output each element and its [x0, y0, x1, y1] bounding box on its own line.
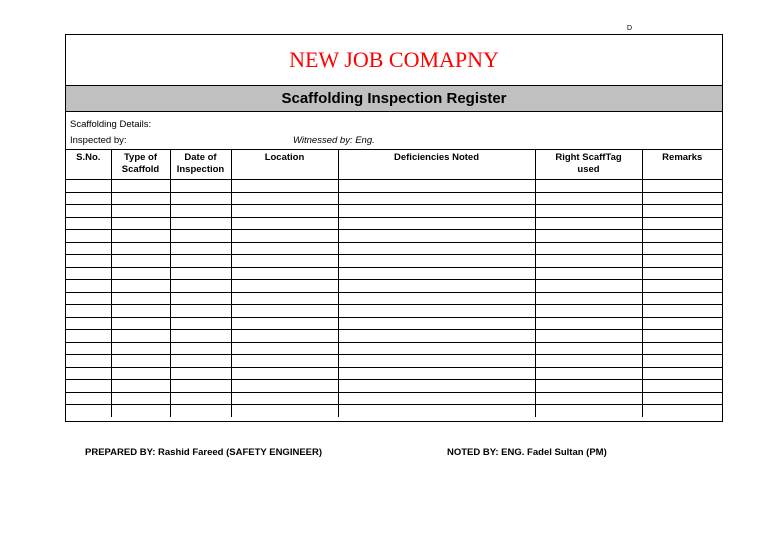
cell-location[interactable]	[231, 305, 338, 318]
cell-sno[interactable]	[66, 267, 111, 280]
cell-sno[interactable]	[66, 317, 111, 330]
cell-remarks[interactable]	[642, 180, 722, 193]
cell-type[interactable]	[111, 305, 170, 318]
cell-deficiencies[interactable]	[338, 305, 535, 318]
cell-tag[interactable]	[535, 380, 642, 393]
col-header-type-of-scaffold: Type of Scaffold	[111, 150, 170, 180]
cell-date[interactable]	[170, 180, 231, 193]
cell-sno[interactable]	[66, 330, 111, 343]
cell-tag[interactable]	[535, 305, 642, 318]
table-row	[66, 255, 722, 268]
cell-deficiencies[interactable]	[338, 330, 535, 343]
cell-remarks[interactable]	[642, 280, 722, 293]
col-header-location: Location	[231, 150, 338, 180]
cell-type[interactable]	[111, 317, 170, 330]
cell-type[interactable]	[111, 267, 170, 280]
cell-deficiencies[interactable]	[338, 317, 535, 330]
table-row	[66, 342, 722, 355]
cell-sno[interactable]	[66, 405, 111, 417]
cell-sno[interactable]	[66, 205, 111, 218]
scaffolding-details-label: Scaffolding Details:	[70, 119, 152, 130]
table-row	[66, 380, 722, 393]
cell-sno[interactable]	[66, 280, 111, 293]
cell-type[interactable]	[111, 180, 170, 193]
cell-deficiencies[interactable]	[338, 255, 535, 268]
cell-location[interactable]	[231, 342, 338, 355]
noted-by-signature: NOTED BY: ENG. Fadel Sultan (PM)	[447, 447, 607, 458]
table-row	[66, 205, 722, 218]
cell-remarks[interactable]	[642, 217, 722, 230]
cell-tag[interactable]	[535, 242, 642, 255]
cell-type[interactable]	[111, 217, 170, 230]
col-header-right-scafftag-used: Right ScaffTag used	[535, 150, 642, 180]
cell-location[interactable]	[231, 205, 338, 218]
witnessed-by-label: Witnessed by: Eng.	[293, 135, 375, 146]
cell-date[interactable]	[170, 192, 231, 205]
cell-remarks[interactable]	[642, 255, 722, 268]
cell-sno[interactable]	[66, 355, 111, 368]
cell-tag[interactable]	[535, 280, 642, 293]
register-title: Scaffolding Inspection Register	[66, 86, 722, 112]
cell-remarks[interactable]	[642, 317, 722, 330]
cell-deficiencies[interactable]	[338, 180, 535, 193]
cell-date[interactable]	[170, 292, 231, 305]
scaffolding-details-row	[66, 112, 722, 132]
table-row	[66, 192, 722, 205]
cell-date[interactable]	[170, 405, 231, 417]
cell-deficiencies[interactable]	[338, 367, 535, 380]
cell-date[interactable]	[170, 280, 231, 293]
cell-remarks[interactable]	[642, 305, 722, 318]
cell-location[interactable]	[231, 405, 338, 417]
cell-location[interactable]	[231, 367, 338, 380]
cell-remarks[interactable]	[642, 380, 722, 393]
cell-tag[interactable]	[535, 180, 642, 193]
inspected-by-row	[66, 132, 722, 150]
cell-location[interactable]	[231, 392, 338, 405]
cell-location[interactable]	[231, 255, 338, 268]
cell-date[interactable]	[170, 305, 231, 318]
cell-type[interactable]	[111, 392, 170, 405]
cell-type[interactable]	[111, 342, 170, 355]
prepared-by-signature: PREPARED BY: Rashid Fareed (SAFETY ENGINEER)	[85, 447, 323, 458]
table-row	[66, 405, 722, 417]
cell-type[interactable]	[111, 192, 170, 205]
cell-remarks[interactable]	[642, 355, 722, 368]
cell-remarks[interactable]	[642, 230, 722, 243]
cell-date[interactable]	[170, 230, 231, 243]
cell-date[interactable]	[170, 380, 231, 393]
cell-sno[interactable]	[66, 292, 111, 305]
cell-type[interactable]	[111, 280, 170, 293]
cell-deficiencies[interactable]	[338, 342, 535, 355]
cell-remarks[interactable]	[642, 292, 722, 305]
cell-sno[interactable]	[66, 342, 111, 355]
col-header-deficiencies-noted: Deficiencies Noted	[338, 150, 535, 180]
cell-remarks[interactable]	[642, 192, 722, 205]
col-header-remarks: Remarks	[642, 150, 722, 180]
cell-deficiencies[interactable]	[338, 355, 535, 368]
cell-tag[interactable]	[535, 255, 642, 268]
cell-tag[interactable]	[535, 367, 642, 380]
cell-tag[interactable]	[535, 330, 642, 343]
cell-sno[interactable]	[66, 392, 111, 405]
cell-sno[interactable]	[66, 367, 111, 380]
cell-tag[interactable]	[535, 392, 642, 405]
cell-sno[interactable]	[66, 217, 111, 230]
cell-date[interactable]	[170, 217, 231, 230]
cell-deficiencies[interactable]	[338, 292, 535, 305]
cell-type[interactable]	[111, 242, 170, 255]
cell-remarks[interactable]	[642, 267, 722, 280]
table-row	[66, 242, 722, 255]
cell-date[interactable]	[170, 342, 231, 355]
cell-remarks[interactable]	[642, 392, 722, 405]
cell-location[interactable]	[231, 280, 338, 293]
cell-sno[interactable]	[66, 242, 111, 255]
cell-remarks[interactable]	[642, 367, 722, 380]
cell-location[interactable]	[231, 267, 338, 280]
cell-remarks[interactable]	[642, 205, 722, 218]
cell-type[interactable]	[111, 205, 170, 218]
cell-remarks[interactable]	[642, 342, 722, 355]
cell-date[interactable]	[170, 392, 231, 405]
cell-deficiencies[interactable]	[338, 380, 535, 393]
cell-type[interactable]	[111, 405, 170, 417]
cell-sno[interactable]	[66, 180, 111, 193]
cell-deficiencies[interactable]	[338, 405, 535, 417]
cell-tag[interactable]	[535, 355, 642, 368]
table-row	[66, 392, 722, 405]
cell-date[interactable]	[170, 205, 231, 218]
cell-sno[interactable]	[66, 305, 111, 318]
cell-deficiencies[interactable]	[338, 217, 535, 230]
cell-location[interactable]	[231, 317, 338, 330]
table-row	[66, 355, 722, 368]
inspection-table	[66, 150, 722, 417]
cell-sno[interactable]	[66, 380, 111, 393]
cell-location[interactable]	[231, 217, 338, 230]
cell-date[interactable]	[170, 330, 231, 343]
cell-location[interactable]	[231, 230, 338, 243]
cell-type[interactable]	[111, 330, 170, 343]
company-name: NEW JOB COMAPNY	[66, 35, 722, 86]
cell-location[interactable]	[231, 292, 338, 305]
inspected-by-label: Inspected by:	[70, 135, 127, 146]
cell-remarks[interactable]	[642, 330, 722, 343]
cell-date[interactable]	[170, 355, 231, 368]
cell-tag[interactable]	[535, 342, 642, 355]
col-header-date-of-inspection: Date of Inspection	[170, 150, 231, 180]
cell-date[interactable]	[170, 255, 231, 268]
cell-location[interactable]	[231, 192, 338, 205]
cell-tag[interactable]	[535, 230, 642, 243]
table-row	[66, 367, 722, 380]
cell-tag[interactable]	[535, 192, 642, 205]
cell-deficiencies[interactable]	[338, 230, 535, 243]
cell-type[interactable]	[111, 380, 170, 393]
cell-sno[interactable]	[66, 230, 111, 243]
table-header-row	[66, 150, 722, 180]
table-row	[66, 180, 722, 193]
col-header-sno: S.No.	[66, 150, 111, 180]
cell-deficiencies[interactable]	[338, 392, 535, 405]
cell-type[interactable]	[111, 355, 170, 368]
cell-tag[interactable]	[535, 205, 642, 218]
table-row	[66, 230, 722, 243]
cell-deficiencies[interactable]	[338, 242, 535, 255]
table-row	[66, 280, 722, 293]
page-corner-mark: D	[627, 25, 633, 32]
cell-remarks[interactable]	[642, 405, 722, 417]
cell-date[interactable]	[170, 317, 231, 330]
cell-remarks[interactable]	[642, 242, 722, 255]
cell-date[interactable]	[170, 267, 231, 280]
cell-type[interactable]	[111, 255, 170, 268]
table-row	[66, 217, 722, 230]
cell-location[interactable]	[231, 355, 338, 368]
cell-date[interactable]	[170, 242, 231, 255]
cell-location[interactable]	[231, 180, 338, 193]
cell-tag[interactable]	[535, 267, 642, 280]
inspection-register-form	[65, 34, 723, 422]
cell-type[interactable]	[111, 367, 170, 380]
cell-tag[interactable]	[535, 292, 642, 305]
table-row	[66, 317, 722, 330]
table-row	[66, 267, 722, 280]
table-row	[66, 292, 722, 305]
cell-date[interactable]	[170, 367, 231, 380]
cell-location[interactable]	[231, 242, 338, 255]
cell-sno[interactable]	[66, 192, 111, 205]
table-row	[66, 330, 722, 343]
cell-tag[interactable]	[535, 217, 642, 230]
cell-tag[interactable]	[535, 317, 642, 330]
cell-sno[interactable]	[66, 255, 111, 268]
cell-tag[interactable]	[535, 405, 642, 417]
cell-type[interactable]	[111, 292, 170, 305]
cell-deficiencies[interactable]	[338, 205, 535, 218]
cell-location[interactable]	[231, 330, 338, 343]
cell-deficiencies[interactable]	[338, 192, 535, 205]
cell-type[interactable]	[111, 230, 170, 243]
cell-deficiencies[interactable]	[338, 280, 535, 293]
table-row	[66, 305, 722, 318]
cell-location[interactable]	[231, 380, 338, 393]
cell-deficiencies[interactable]	[338, 267, 535, 280]
